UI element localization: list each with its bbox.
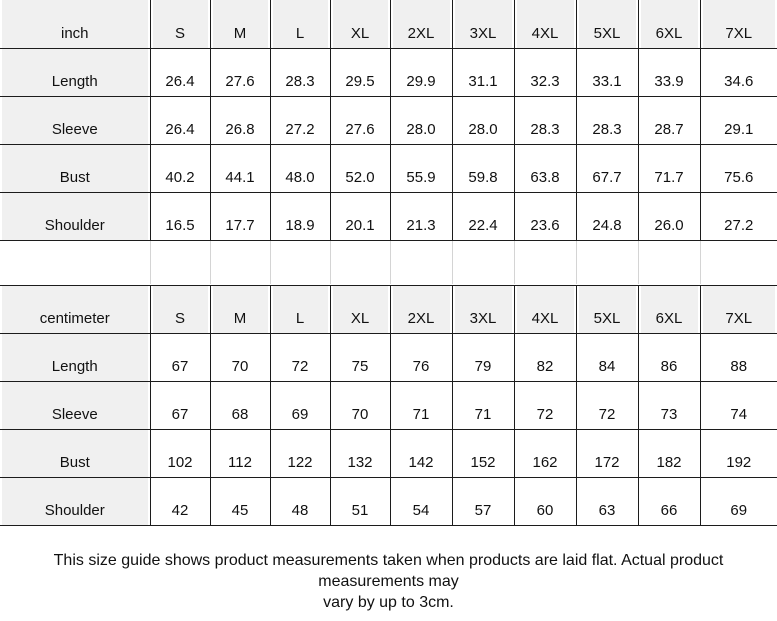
measurement-cell: 29.5 [330,48,390,96]
gap-gridline [210,241,211,284]
table-gap [0,241,777,285]
size-guide-footnote [0,550,777,613]
measurement-cell: 48 [270,477,330,525]
measurement-cell: 57 [452,477,514,525]
measurement-cell: 26.8 [210,96,270,144]
measurement-cell: 82 [514,333,576,381]
measurement-cell: 51 [330,477,390,525]
footnote-line-1: This size guide shows product measurements taken when products are laid flat. Actual product measurements may [53,551,724,590]
measurement-cell: 16.5 [150,192,210,240]
measurement-cell: 162 [514,429,576,477]
unit-label: inch [0,0,150,48]
measurement-cell: 63 [576,477,638,525]
measurement-cell: 68 [210,381,270,429]
size-column-header: M [210,285,270,333]
row-label: Sleeve [0,381,150,429]
measurement-cell: 33.1 [576,48,638,96]
measurement-cell: 20.1 [330,192,390,240]
measurement-cell: 84 [576,333,638,381]
measurement-cell: 122 [270,429,330,477]
size-column-header: M [210,0,270,48]
table-row [0,96,777,144]
measurement-cell: 66 [638,477,700,525]
measurement-cell: 112 [210,429,270,477]
size-column-header: L [270,285,330,333]
measurement-cell: 40.2 [150,144,210,192]
table-row [0,192,777,240]
measurement-cell: 26.4 [150,96,210,144]
measurement-cell: 44.1 [210,144,270,192]
measurement-cell: 26.4 [150,48,210,96]
size-column-header: 2XL [390,285,452,333]
measurement-cell: 26.0 [638,192,700,240]
measurement-cell: 27.2 [700,192,777,240]
gap-gridline [270,241,271,284]
measurement-cell: 55.9 [390,144,452,192]
table-row [0,381,777,429]
measurement-cell: 28.0 [390,96,452,144]
measurement-cell: 54 [390,477,452,525]
measurement-cell: 132 [330,429,390,477]
size-column-header: S [150,285,210,333]
gap-gridline [330,241,331,284]
measurement-cell: 192 [700,429,777,477]
measurement-cell: 17.7 [210,192,270,240]
measurement-cell: 23.6 [514,192,576,240]
row-label: Sleeve [0,96,150,144]
table-row [0,477,777,525]
measurement-cell: 33.9 [638,48,700,96]
measurement-cell: 28.3 [514,96,576,144]
measurement-cell: 60 [514,477,576,525]
measurement-cell: 72 [514,381,576,429]
measurement-cell: 32.3 [514,48,576,96]
size-column-header: S [150,0,210,48]
row-label: Length [0,48,150,96]
measurement-cell: 28.7 [638,96,700,144]
measurement-cell: 28.3 [270,48,330,96]
measurement-cell: 27.6 [330,96,390,144]
gap-gridline [576,241,577,284]
table-row [0,429,777,477]
size-column-header: 6XL [638,0,700,48]
measurement-cell: 48.0 [270,144,330,192]
measurement-cell: 71.7 [638,144,700,192]
table-row [0,333,777,381]
measurement-cell: 69 [270,381,330,429]
measurement-cell: 21.3 [390,192,452,240]
size-column-header: 2XL [390,0,452,48]
row-label: Bust [0,429,150,477]
measurement-cell: 18.9 [270,192,330,240]
row-label: Length [0,333,150,381]
measurement-cell: 29.9 [390,48,452,96]
size-column-header: XL [330,0,390,48]
table-row [0,48,777,96]
measurement-cell: 72 [576,381,638,429]
size-column-header: 7XL [700,285,777,333]
measurement-cell: 72 [270,333,330,381]
measurement-cell: 76 [390,333,452,381]
measurement-cell: 182 [638,429,700,477]
gap-gridline [638,241,639,284]
measurement-cell: 79 [452,333,514,381]
measurement-cell: 63.8 [514,144,576,192]
measurement-cell: 71 [452,381,514,429]
measurement-cell: 31.1 [452,48,514,96]
gap-gridline [514,241,515,284]
measurement-cell: 71 [390,381,452,429]
row-label: Shoulder [0,192,150,240]
header-row [0,285,777,333]
measurement-cell: 73 [638,381,700,429]
measurement-cell: 27.6 [210,48,270,96]
row-label: Bust [0,144,150,192]
row-label: Shoulder [0,477,150,525]
measurement-cell: 102 [150,429,210,477]
measurement-cell: 69 [700,477,777,525]
measurement-cell: 42 [150,477,210,525]
measurement-cell: 67 [150,381,210,429]
measurement-cell: 34.6 [700,48,777,96]
size-column-header: 6XL [638,285,700,333]
gap-gridline [700,241,701,284]
measurement-cell: 74 [700,381,777,429]
size-column-header: 5XL [576,0,638,48]
size-column-header: 7XL [700,0,777,48]
measurement-cell: 152 [452,429,514,477]
measurement-cell: 28.3 [576,96,638,144]
size-table-centimeter [0,285,777,526]
measurement-cell: 142 [390,429,452,477]
measurement-cell: 59.8 [452,144,514,192]
unit-label: centimeter [0,285,150,333]
measurement-cell: 24.8 [576,192,638,240]
size-column-header: L [270,0,330,48]
measurement-cell: 70 [210,333,270,381]
size-column-header: 4XL [514,0,576,48]
measurement-cell: 67.7 [576,144,638,192]
size-column-header: XL [330,285,390,333]
measurement-cell: 45 [210,477,270,525]
measurement-cell: 22.4 [452,192,514,240]
header-row [0,0,777,48]
measurement-cell: 28.0 [452,96,514,144]
gap-gridline [390,241,391,284]
measurement-cell: 86 [638,333,700,381]
measurement-cell: 29.1 [700,96,777,144]
size-column-header: 4XL [514,285,576,333]
footnote-line-2: vary by up to 3cm. [323,593,454,611]
size-table-inch [0,0,777,241]
size-column-header: 5XL [576,285,638,333]
gap-gridline [452,241,453,284]
measurement-cell: 75.6 [700,144,777,192]
measurement-cell: 67 [150,333,210,381]
gap-gridline [150,241,151,284]
measurement-cell: 172 [576,429,638,477]
measurement-cell: 88 [700,333,777,381]
measurement-cell: 52.0 [330,144,390,192]
measurement-cell: 70 [330,381,390,429]
measurement-cell: 27.2 [270,96,330,144]
size-column-header: 3XL [452,0,514,48]
size-column-header: 3XL [452,285,514,333]
table-row [0,144,777,192]
measurement-cell: 75 [330,333,390,381]
